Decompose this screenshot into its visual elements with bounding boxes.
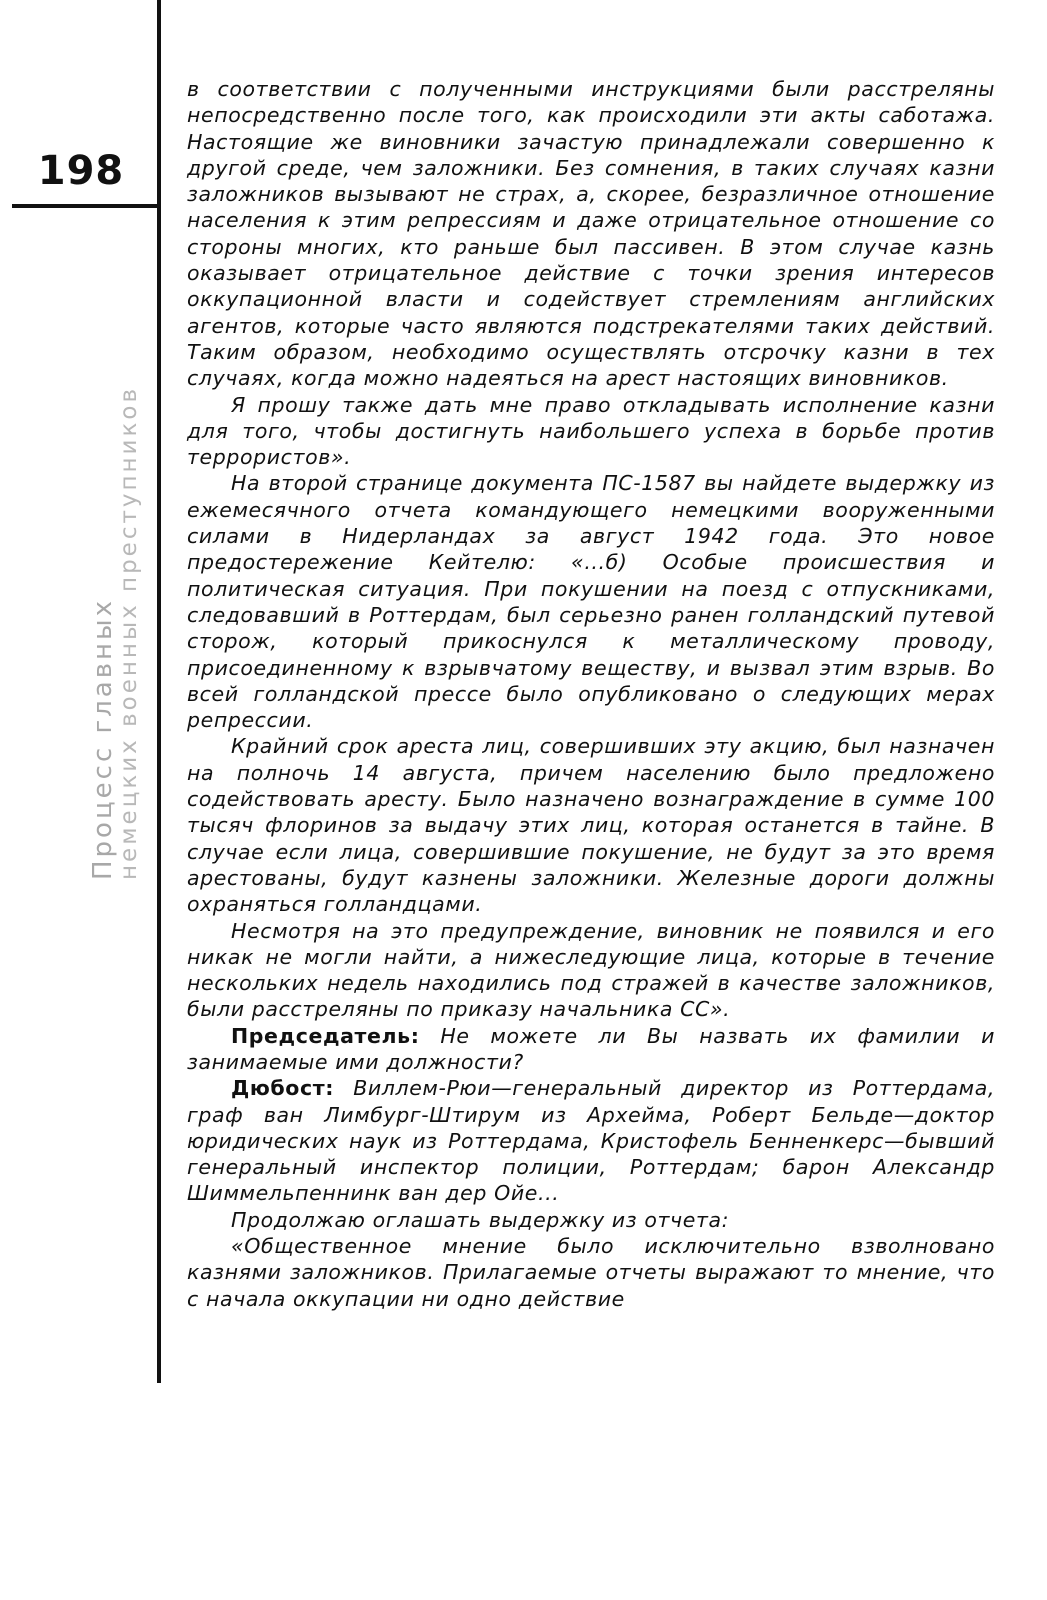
paragraph-text: Виллем-Рюи—генеральный директор из Роттердама, граф ван Лимбург-Штирум из Архейма, Роберт Бельде—доктор юридических наук из Роттердама, Кристофель Бенненкерс—бывший генеральный инспектор полиции, Роттердам; барон Александр Шиммельпеннинк ван дер Ойе... [187,1076,995,1206]
paragraph-text: На второй странице документа ПС-1587 вы найдете выдержку из ежемесячного отчета командующего немецкими вооруженными силами в Нидерландах за август 1942 года. Это новое предостережение Кейтелю: «...б) Особые происшествия и политическая ситуация. При покушении на поезд с отпускниками, следовавший в Роттердам, был серьезно ранен голландский путевой сторож, который прикоснулся к металлическому проводу, присоединенному к взрывчатому веществу, и вызвал этим взрыв. Во всей голландской прессе было опубликовано о следующих мерах репрессии. [187,471,995,733]
text-column [187,76,995,1312]
running-title: Процесс главных [88,598,118,880]
paragraph [187,76,995,392]
paragraph-text: Крайний срок ареста лиц, совершивших эту акцию, был назначен на полночь 14 августа, причем населению было предложено содействовать аресту. Было назначено вознаграждение в сумме 100 тысяч флоринов за выдачу этих лиц, которая останется в тайне. В случае если лица, совершившие покушение, не будут за это время арестованы, будут казнены заложники. Железные дороги должны охраняться голландцами. [187,734,995,917]
paragraph [187,1233,995,1312]
paragraph [187,918,995,1023]
speaker-name: Председатель: [231,1023,420,1048]
paragraph-text: «Общественное мнение было исключительно взволновано казнями заложников. Прилагаемые отчеты выражают то мнение, что с начала оккупации ни одно действие [187,1234,995,1311]
paragraph [187,392,995,471]
speaker-name: Дюбост: [231,1076,335,1101]
paragraph-text: Не можете ли Вы назвать их фамилии и занимаемые ими должности? [187,1023,995,1074]
paragraph [187,470,995,733]
paragraph-text: Продолжаю оглашать выдержку из отчета: [231,1207,730,1232]
paragraph [187,733,995,917]
paragraph-text: Несмотря на это предупреждение, виновник не появился и его никак не могли найти, а нижеследующие лица, которые в течение нескольких недель находились под стражей в качестве заложников, были расстреляны по приказу начальника СС». [187,918,995,1022]
running-subtitle: немецких военных преступников [116,385,142,880]
page-number: 198 [37,148,125,194]
margin-rule [157,0,161,1383]
paragraph [187,1207,995,1233]
paragraph-text: в соответствии с полученными инструкциями были расстреляны непосредственно после того, как происходили эти акты саботажа. Настоящие же виновники зачастую принадлежали совершенно к другой среде, чем заложники. Без сомнения, в таких случаях казни заложников вызывают не страх, а, скорее, безразличное отношение населения к этим репрессиям и даже отрицательное отношение со стороны многих, кто раньше был пассивен. В этом случае казнь оказывает отрицательное действие с точки зрения интересов оккупационной власти и содействует стремлениям английских агентов, которые часто являются подстрекателями таких действий. Таким образом, необходимо осуществлять отсрочку казни в тех случаях, когда можно надеяться на арест настоящих виновников. [187,77,995,391]
speaker-paragraph [187,1023,995,1076]
paragraph-text: Я прошу также дать мне право откладывать исполнение казни для того, чтобы достигнуть наибольшего успеха в борьбе против террористов». [187,392,995,470]
speaker-paragraph [187,1075,995,1206]
page-number-rule [12,204,160,208]
